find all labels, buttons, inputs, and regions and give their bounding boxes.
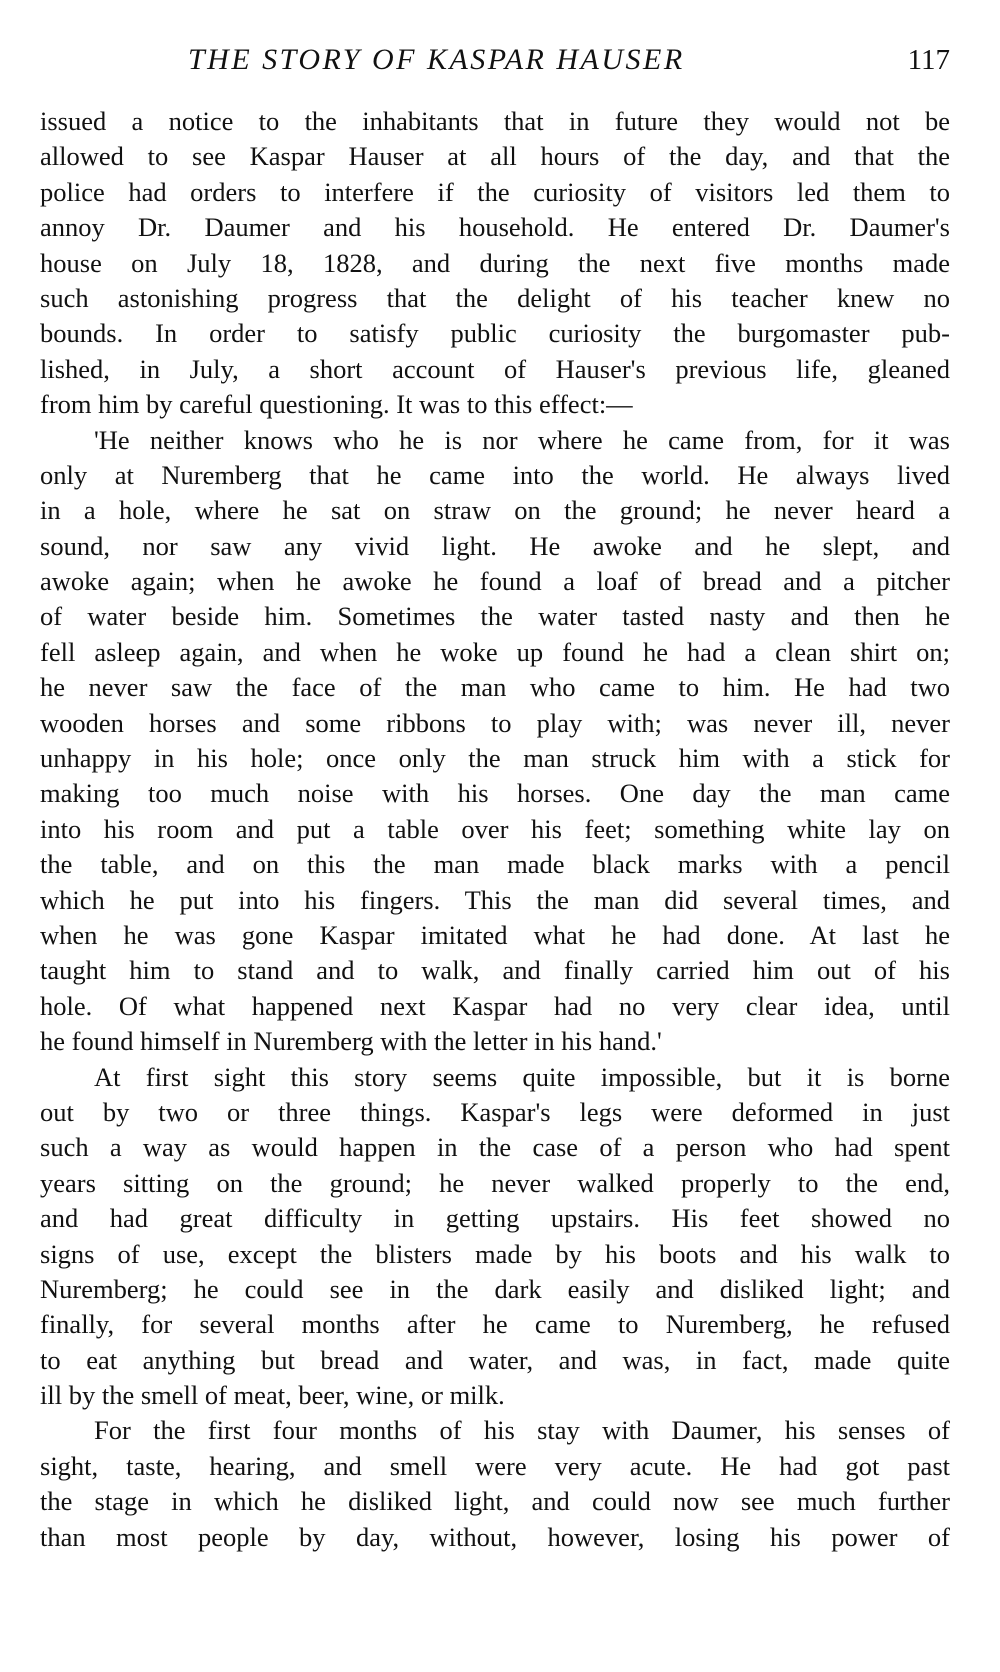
text-line: For the first four months of his stay with Daumer, his senses of bbox=[94, 1415, 950, 1446]
text-line: of water beside him. Sometimes the water tasted nasty and then he bbox=[40, 601, 950, 632]
text-line: unhappy in his hole; once only the man struck him with a stick for bbox=[40, 743, 950, 774]
text-line: taught him to stand and to walk, and finally carried him out of his bbox=[40, 955, 950, 986]
text-line: hole. Of what happened next Kaspar had no very clear idea, until bbox=[40, 990, 950, 1021]
text-line: only at Nuremberg that he came into the world. He always lived bbox=[40, 459, 950, 490]
text-line: finally, for several months after he came to Nuremberg, he refused bbox=[40, 1309, 950, 1340]
text-line: 'He neither knows who he is nor where he came from, for it was bbox=[94, 424, 950, 455]
text-line: in a hole, where he sat on straw on the ground; he never heard a bbox=[40, 495, 950, 526]
text-line: he never saw the face of the man who came to him. He had two bbox=[40, 672, 950, 703]
paragraph bbox=[40, 104, 950, 423]
text-line: sight, taste, hearing, and smell were very acute. He had got past bbox=[40, 1450, 950, 1481]
running-title: THE STORY OF KASPAR HAUSER bbox=[188, 43, 685, 76]
text-line: he found himself in Nuremberg with the letter in his hand.' bbox=[40, 1026, 662, 1057]
text-line: years sitting on the ground; he never walked properly to the end, bbox=[40, 1167, 950, 1198]
text-line: when he was gone Kaspar imitated what he had done. At last he bbox=[40, 919, 950, 950]
paragraph bbox=[40, 423, 950, 1060]
text-line: and had great difficulty in getting upstairs. His feet showed no bbox=[40, 1203, 950, 1234]
text-line: such a way as would happen in the case of a person who had spent bbox=[40, 1132, 950, 1163]
text-line: Nuremberg; he could see in the dark easily and disliked light; and bbox=[40, 1273, 950, 1304]
text-line: from him by careful questioning. It was to this effect:— bbox=[40, 389, 633, 420]
text-line: the table, and on this the man made black marks with a pencil bbox=[40, 849, 950, 880]
text-line: such astonishing progress that the delight of his teacher knew no bbox=[40, 282, 950, 313]
text-line: out by two or three things. Kaspar's legs were deformed in just bbox=[40, 1096, 950, 1127]
text-line: sound, nor saw any vivid light. He awoke and he slept, and bbox=[40, 530, 950, 561]
text-line: bounds. In order to satisfy public curiosity the burgomaster pub- bbox=[40, 318, 950, 349]
text-line: At first sight this story seems quite impossible, but it is borne bbox=[94, 1061, 950, 1092]
page-number: 117 bbox=[907, 44, 950, 76]
text-line: lished, in July, a short account of Hauser's previous life, gleaned bbox=[40, 353, 950, 384]
text-line: awoke again; when he awoke he found a loaf of bread and a pitcher bbox=[40, 566, 950, 597]
paragraph bbox=[40, 1060, 950, 1414]
text-line: making too much noise with his horses. One day the man came bbox=[40, 778, 950, 809]
body-text bbox=[40, 104, 950, 1555]
text-line: ill by the smell of meat, beer, wine, or milk. bbox=[40, 1380, 505, 1411]
text-line: allowed to see Kaspar Hauser at all hours of the day, and that the bbox=[40, 141, 950, 172]
text-line: into his room and put a table over his feet; something white lay on bbox=[40, 813, 950, 844]
text-line: the stage in which he disliked light, and could now see much further bbox=[40, 1486, 950, 1517]
paragraph bbox=[40, 1413, 950, 1555]
text-line: to eat anything but bread and water, and was, in fact, made quite bbox=[40, 1344, 950, 1375]
text-line: fell asleep again, and when he woke up found he had a clean shirt on; bbox=[40, 636, 950, 667]
text-line: which he put into his fingers. This the man did several times, and bbox=[40, 884, 950, 915]
text-line: than most people by day, without, however, losing his power of bbox=[40, 1521, 950, 1552]
running-head bbox=[40, 42, 950, 82]
text-line: signs of use, except the blisters made by his boots and his walk to bbox=[40, 1238, 950, 1269]
text-line: wooden horses and some ribbons to play with; was never ill, never bbox=[40, 707, 950, 738]
text-line: police had orders to interfere if the curiosity of visitors led them to bbox=[40, 176, 950, 207]
text-line: annoy Dr. Daumer and his household. He entered Dr. Daumer's bbox=[40, 212, 950, 243]
text-line: house on July 18, 1828, and during the next five months made bbox=[40, 247, 950, 278]
text-line: issued a notice to the inhabitants that in future they would not be bbox=[40, 106, 950, 136]
